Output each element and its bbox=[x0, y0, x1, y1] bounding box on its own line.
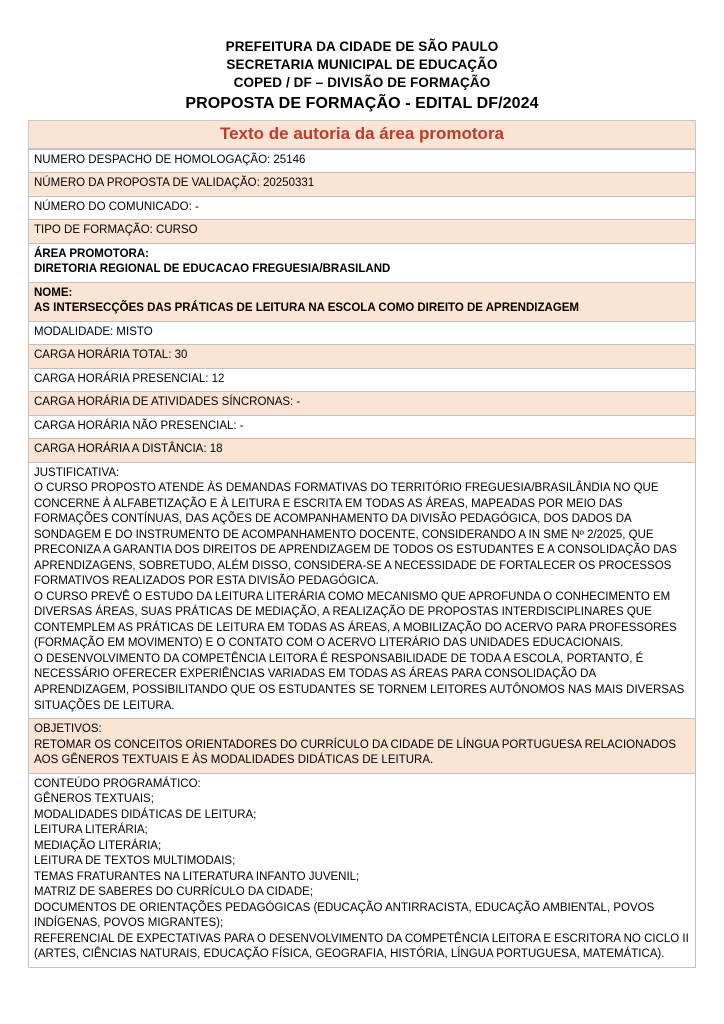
table-row-proposta bbox=[29, 173, 696, 197]
table-row-carga-total bbox=[29, 345, 696, 369]
table-row-despacho bbox=[29, 149, 696, 173]
table-row-justificativa bbox=[29, 462, 696, 718]
cell-modalidade: MODALIDADE: MISTO bbox=[29, 321, 696, 345]
document-header bbox=[28, 38, 696, 115]
cell-proposta: NÚMERO DA PROPOSTA DE VALIDAÇÃO: 20250331 bbox=[29, 173, 696, 197]
header-line-coped: COPED / DF – DIVISÃO DE FORMAÇÃO bbox=[233, 74, 491, 90]
header-line-proposta: PROPOSTA DE FORMAÇÃO - EDITAL DF/2024 bbox=[185, 95, 539, 113]
table-row-carga-sincronas bbox=[29, 392, 696, 416]
conteudo-item: MODALIDADES DIDÁTICAS DE LEITURA; bbox=[34, 808, 257, 821]
conteudo-item: LEITURA DE TEXTOS MULTIMODAIS; bbox=[34, 855, 236, 868]
cell-carga-distancia: CARGA HORÁRIA A DISTÂNCIA: 18 bbox=[29, 439, 696, 463]
cell-nome bbox=[29, 282, 696, 321]
justificativa-label: JUSTIFICATIVA: bbox=[34, 466, 120, 479]
banner-texto-autoria: Texto de autoria da área promotora bbox=[28, 120, 696, 149]
proposta-table bbox=[28, 149, 696, 968]
conteudo-item: LEITURA LITERÁRIA; bbox=[34, 824, 148, 837]
area-promotora-label: ÁREA PROMOTORA: bbox=[34, 247, 149, 260]
area-promotora-value: DIRETORIA REGIONAL DE EDUCACAO FREGUESIA/BRASILAND bbox=[34, 263, 391, 276]
conteudo-item: REFERENCIAL DE EXPECTATIVAS PARA O DESENVOLVIMENTO DA COMPETÊNCIA LEITORA E ESCRITORA NO CICLO II (ARTES, CIÊNCIAS NATURAIS, EDUCAÇÃO FÍSICA, GEOGRAFIA, HISTÓRIA, LÍNGUA PORTUGUESA, MATEMÁTICA). bbox=[34, 932, 689, 961]
table-row-nome bbox=[29, 282, 696, 321]
header-line-secretaria: SECRETARIA MUNICIPAL DE EDUCAÇÃO bbox=[226, 56, 498, 72]
cell-conteudo-programatico bbox=[29, 773, 696, 967]
conteudo-item: DOCUMENTOS DE ORIENTAÇÕES PEDAGÓGICAS (EDUCAÇÃO ANTIRRACISTA, EDUCAÇÃO AMBIENTAL, POVOS INDÍGENAS, POVOS MIGRANTES); bbox=[34, 901, 655, 930]
nome-value: AS INTERSECÇÕES DAS PRÁTICAS DE LEITURA NA ESCOLA COMO DIREITO DE APRENDIZAGEM bbox=[34, 302, 580, 315]
cell-justificativa bbox=[29, 462, 696, 718]
cell-tipo-formacao: TIPO DE FORMAÇÃO: CURSO bbox=[29, 220, 696, 244]
table-row-modalidade bbox=[29, 321, 696, 345]
table-row-carga-nao-presencial bbox=[29, 415, 696, 439]
justificativa-paragraph-1: O CURSO PROPOSTO ATENDE ÀS DEMANDAS FORMATIVAS DO TERRITÓRIO FREGUESIA/BRASILÂNDIA NO QUE CONCERNE À ALFABETIZAÇÃO E À LEITURA E ESCRITA EM TODAS AS ÁREAS, MAPEADAS POR MEIO DAS FORMAÇÕES CONTÍNUAS, DAS AÇÕES DE ACOMPANHAMENTO DA DIVISÃO PEDAGÓGICA, DOS DADOS DA SONDAGEM E DO INSTRUMENTO DE ACOMPANHAMENTO DOCENTE, CONSIDERANDO A IN SME Nº 2/2025, QUE PRECONIZA A GARANTIA DOS DIREITOS DE APRENDIZAGEM DE TODOS OS ESTUDANTES E A CONSOLIDAÇÃO DAS APRENDIZAGENS, SOBRETUDO, ALÉM DISSO, CONSIDERA-SE A NECESSIDADE DE FORTALECER OS PROCESSOS FORMATIVOS REALIZADOS POR ESTA DIVISÃO PEDAGÓGICA. bbox=[34, 482, 677, 588]
conteudo-label: CONTEÚDO PROGRAMÁTICO: bbox=[34, 777, 201, 790]
table-row-comunicado bbox=[29, 196, 696, 220]
conteudo-item: MEDIAÇÃO LITERÁRIA; bbox=[34, 839, 162, 852]
table-row-area-promotora bbox=[29, 243, 696, 282]
justificativa-paragraph-3: O DESENVOLVIMENTO DA COMPETÊNCIA LEITORA É RESPONSABILIDADE DE TODA A ESCOLA, PORTANTO, É NECESSÁRIO OFERECER EXPERIÊNCIAS VARIADAS EM TODAS AS ÁREAS PARA CONSOLIDAÇÃO DA APRENDIZAGEM, POSSIBILITANDO QUE OS ESTUDANTES SE TORNEM LEITORES AUTÔNOMOS NAS MAIS DIVERSAS SITUAÇÕES DE LEITURA. bbox=[34, 652, 685, 712]
cell-carga-sincronas: CARGA HORÁRIA DE ATIVIDADES SÍNCRONAS: - bbox=[29, 392, 696, 416]
cell-despacho: NUMERO DESPACHO DE HOMOLOGAÇÃO: 25146 bbox=[29, 149, 696, 173]
objetivos-label: OBJETIVOS: bbox=[34, 723, 102, 736]
cell-area-promotora bbox=[29, 243, 696, 282]
nome-label: NOME: bbox=[34, 286, 73, 299]
cell-carga-total: CARGA HORÁRIA TOTAL: 30 bbox=[29, 345, 696, 369]
justificativa-paragraph-2: O CURSO PREVÊ O ESTUDO DA LEITURA LITERÁRIA COMO MECANISMO QUE APROFUNDA O CONHECIMENTO EM DIVERSAS ÁREAS, SUAS PRÁTICAS DE MEDIAÇÃO, A REALIZAÇÃO DE PROPOSTAS INTERDISCIPLINARES QUE CONTEMPLEM AS PRÁTICAS DE LEITURA EM TODAS AS ÁREAS, A MOBILIZAÇÃO DO ACERVO PARA PROFESSORES (FORMAÇÃO EM MOVIMENTO) E O CONTATO COM O ACERVO LITERÁRIO DAS UNIDADES EDUCACIONAIS. bbox=[34, 590, 677, 650]
conteudo-item: GÊNEROS TEXTUAIS; bbox=[34, 793, 154, 806]
cell-carga-nao-presencial: CARGA HORÁRIA NÃO PRESENCIAL: - bbox=[29, 415, 696, 439]
table-row-carga-distancia bbox=[29, 439, 696, 463]
cell-objetivos bbox=[29, 719, 696, 774]
table-row-objetivos bbox=[29, 719, 696, 774]
header-line-prefeitura: PREFEITURA DA CIDADE DE SÃO PAULO bbox=[225, 39, 499, 54]
objetivos-paragraph-1: RETOMAR OS CONCEITOS ORIENTADORES DO CURRÍCULO DA CIDADE DE LÍNGUA PORTUGUESA RELACIONADOS AOS GÊNEROS TEXTUAIS E ÀS MODALIDADES DIDÁTICAS DE LEITURA. bbox=[34, 738, 676, 767]
table-row-conteudo-programatico bbox=[29, 773, 696, 967]
conteudo-item: MATRIZ DE SABERES DO CURRÍCULO DA CIDADE; bbox=[34, 886, 314, 899]
cell-carga-presencial: CARGA HORÁRIA PRESENCIAL: 12 bbox=[29, 368, 696, 392]
conteudo-item: TEMAS FRATURANTES NA LITERATURA INFANTO JUVENIL; bbox=[34, 870, 360, 883]
table-row-carga-presencial bbox=[29, 368, 696, 392]
cell-comunicado: NÚMERO DO COMUNICADO: - bbox=[29, 196, 696, 220]
table-row-tipo-formacao bbox=[29, 220, 696, 244]
